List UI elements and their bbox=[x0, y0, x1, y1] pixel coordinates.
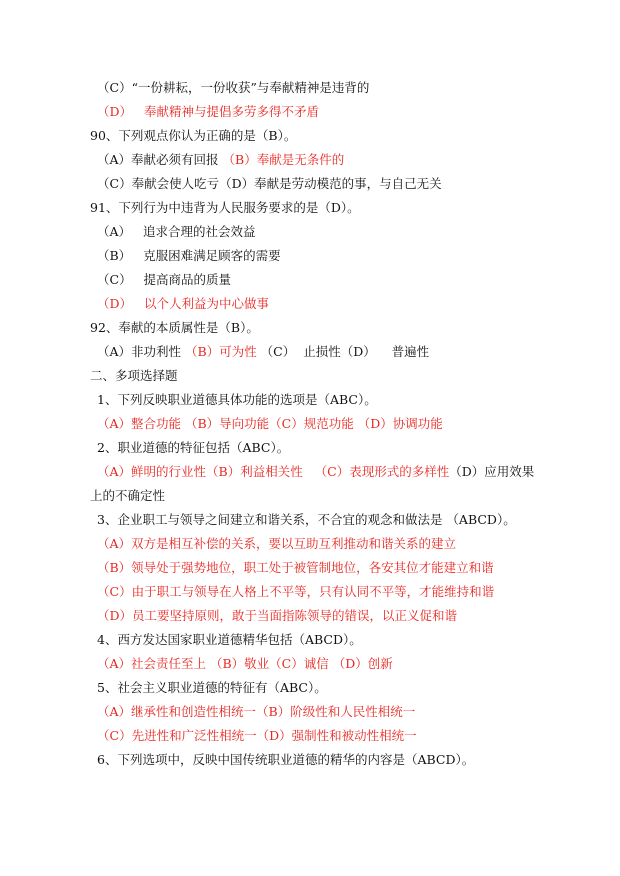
text-line bbox=[97, 344, 620, 360]
question-text: 3、企业职工与领导之间建立和谐关系，不合宜的观念和做法是 （ABCD）。 bbox=[97, 512, 516, 527]
text-line bbox=[97, 416, 620, 432]
answer-text: （D） 奉献精神与提倡多劳多得不矛盾 bbox=[97, 104, 319, 119]
answer-text: （B）奉献是无条件的 bbox=[222, 152, 345, 167]
question-text: （A）非功利性 bbox=[97, 344, 186, 359]
answer-text: （A）双方是相互补偿的关系，要以互助互利推动和谐关系的建立 bbox=[97, 536, 457, 551]
answer-text: （B）领导处于强势地位，职工处于被管制地位，各安其位才能建立和谐 bbox=[97, 560, 494, 575]
text-line bbox=[90, 488, 620, 504]
answer-text: （D） 以个人利益为中心做事 bbox=[97, 296, 269, 311]
text-line bbox=[97, 608, 620, 624]
question-text: 2、职业道德的特征包括（ABC）。 bbox=[97, 440, 290, 455]
answer-text: （C）由于职工与领导在人格上不平等，只有认同不平等，才能维持和谐 bbox=[97, 584, 495, 599]
text-line bbox=[97, 104, 620, 120]
text-line bbox=[97, 512, 620, 528]
question-text: （C）“一份耕耘，一份收获”与奉献精神是违背的 bbox=[97, 80, 370, 95]
text-line bbox=[97, 80, 620, 96]
question-text: （D）应用效果 bbox=[449, 464, 535, 479]
answer-text: （A）整合功能 （B）导向功能（C）规范功能 （D）协调功能 bbox=[97, 416, 443, 431]
question-text: 92、奉献的本质属性是（B）。 bbox=[90, 320, 259, 335]
question-text: 91、下列行为中违背为人民服务要求的是（D）。 bbox=[90, 200, 360, 215]
text-line bbox=[97, 272, 620, 288]
question-text: 6、下列选项中，反映中国传统职业道德的精华的内容是（ABCD）。 bbox=[97, 752, 475, 767]
answer-text: （C）先进性和广泛性相统一（D）强制性和被动性相统一 bbox=[97, 728, 417, 743]
answer-text: （D）员工要坚持原则，敢于当面指陈领导的错误，以正义促和谐 bbox=[97, 608, 458, 623]
text-line bbox=[97, 560, 620, 576]
question-text: （A） 追求合理的社会效益 bbox=[97, 224, 256, 239]
question-text: （C） 止损性（D） 普遍性 bbox=[256, 344, 430, 359]
text-line bbox=[97, 656, 620, 672]
text-line bbox=[97, 680, 620, 696]
text-line bbox=[97, 728, 620, 744]
question-text: 二、多项选择题 bbox=[90, 368, 178, 383]
text-line bbox=[90, 128, 620, 144]
question-text: 90、下列观点你认为正确的是（B）。 bbox=[90, 128, 297, 143]
text-line bbox=[97, 296, 620, 312]
text-line bbox=[97, 704, 620, 720]
text-line bbox=[97, 392, 620, 408]
text-line bbox=[90, 368, 620, 384]
text-line bbox=[90, 200, 620, 216]
text-line bbox=[97, 440, 620, 456]
question-text: 4、西方发达国家职业道德精华包括（ABCD）。 bbox=[97, 632, 362, 647]
question-text: （B） 克服困难满足顾客的需要 bbox=[97, 248, 281, 263]
question-text: （A）奉献必须有回报 bbox=[97, 152, 223, 167]
question-text: 5、社会主义职业道德的特征有（ABC）。 bbox=[97, 680, 327, 695]
text-line bbox=[97, 152, 620, 168]
question-text: 1、下列反映职业道德具体功能的选项是（ABC）。 bbox=[97, 392, 377, 407]
text-line bbox=[97, 632, 620, 648]
text-line bbox=[97, 536, 620, 552]
text-line bbox=[97, 224, 620, 240]
text-line bbox=[97, 464, 620, 480]
text-line bbox=[97, 248, 620, 264]
answer-text: （A）社会责任至上 （B）敬业（C）诚信 （D）创新 bbox=[97, 656, 393, 671]
question-text: 上的不确定性 bbox=[90, 488, 166, 503]
text-line bbox=[97, 584, 620, 600]
answer-text: （B）可为性 bbox=[185, 344, 257, 359]
question-text: （C）奉献会使人吃亏（D）奉献是劳动模范的事，与自己无关 bbox=[97, 176, 442, 191]
text-line bbox=[97, 176, 620, 192]
question-text: （C） 提高商品的质量 bbox=[97, 272, 231, 287]
answer-text: （A）继承性和创造性相统一（B）阶级性和人民性相统一 bbox=[97, 704, 416, 719]
text-line bbox=[90, 320, 620, 336]
text-line bbox=[97, 752, 620, 768]
answer-text: （A）鲜明的行业性（B）利益相关性 （C）表现形式的多样性 bbox=[97, 464, 450, 479]
